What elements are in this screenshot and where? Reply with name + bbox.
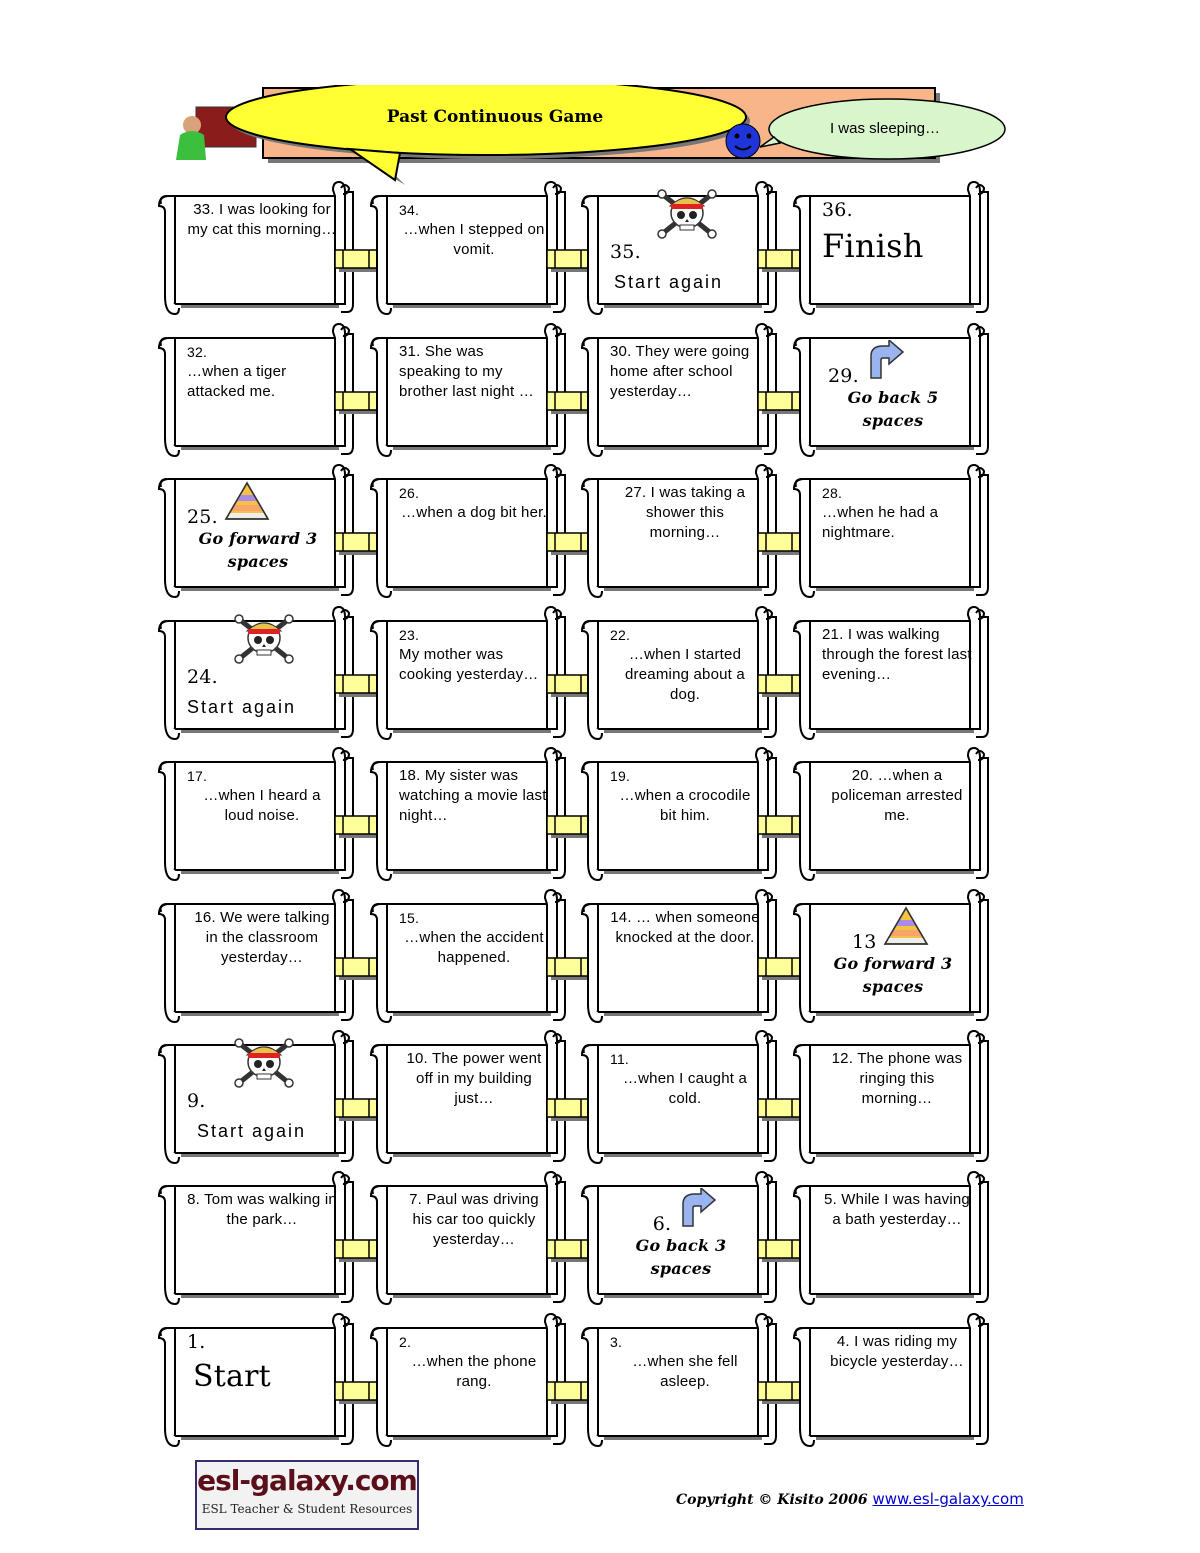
square-content — [610, 200, 760, 300]
square-content — [399, 1190, 549, 1290]
board-square-28[interactable] — [792, 461, 992, 606]
board-square-13[interactable] — [792, 886, 992, 1031]
start-again-label: Start again — [614, 272, 724, 292]
square-content — [822, 766, 972, 866]
board-square-19[interactable] — [580, 744, 780, 889]
square-content — [610, 625, 760, 725]
square-text: 7. Paul was driving his car too quickly yesterday… — [409, 1191, 539, 1248]
board-square-10[interactable] — [369, 1027, 569, 1172]
finish-label: Finish — [822, 227, 924, 265]
square-text: 8. Tom was walking in the park… — [187, 1191, 337, 1228]
skull-icon — [233, 613, 295, 665]
board-square-2[interactable] — [369, 1310, 569, 1455]
square-number: 11. — [610, 1051, 630, 1067]
go-forward-label: Go forward 3 spaces — [833, 954, 953, 996]
square-number: 15. — [399, 910, 420, 926]
board-square-21[interactable] — [792, 603, 992, 748]
square-text: 31. She was speaking to my brother last night … — [399, 343, 534, 400]
square-text: …when I started dreaming about a dog. — [625, 646, 745, 703]
game-title: Past Continuous Game — [386, 107, 604, 127]
back-arrow-icon — [677, 1188, 717, 1228]
square-content — [610, 1332, 760, 1432]
square-content — [610, 1190, 760, 1290]
square-number: 28. — [822, 485, 843, 501]
board-square-18[interactable] — [369, 744, 569, 889]
square-header — [187, 483, 337, 527]
square-text: 21. I was walking through the forest last evening… — [822, 626, 972, 683]
square-number: 6. — [652, 1213, 672, 1235]
speech-bubble-text: I was sleeping… — [829, 120, 941, 137]
square-number: 24. — [187, 666, 218, 688]
website-link[interactable]: www.esl-galaxy.com — [872, 1490, 1024, 1508]
square-text: …when the phone rang. — [411, 1353, 537, 1390]
square-number: 23. — [399, 627, 420, 643]
square-text: …when the accident happened. — [404, 929, 544, 966]
square-number: 29. — [828, 365, 859, 387]
square-content — [822, 483, 972, 583]
skull-icon-wrap — [656, 188, 718, 246]
square-number: 13 — [852, 931, 877, 953]
board-square-11[interactable] — [580, 1027, 780, 1172]
board-square-14[interactable] — [580, 886, 780, 1031]
square-content — [187, 908, 337, 1008]
square-text: 10. The power went off in my building just… — [406, 1050, 542, 1107]
skull-icon — [656, 188, 718, 240]
square-number: 32. — [187, 344, 208, 360]
square-content — [187, 483, 337, 583]
square-content — [399, 200, 549, 300]
square-number: 26. — [399, 485, 420, 501]
copyright-text: Copyright © Kisito 2006 — [676, 1492, 868, 1508]
square-header — [822, 908, 972, 952]
square-text: 14. … when someone knocked at the door. — [610, 909, 760, 946]
square-content — [822, 200, 972, 300]
square-content — [610, 483, 760, 583]
square-content — [822, 1049, 972, 1149]
board-square-1[interactable] — [157, 1310, 357, 1455]
square-header — [610, 1190, 760, 1234]
board-square-30[interactable] — [580, 320, 780, 465]
board-square-4[interactable] — [792, 1310, 992, 1455]
square-text: 4. I was riding my bicycle yesterday… — [830, 1333, 964, 1370]
esl-galaxy-logo — [195, 1460, 419, 1530]
pyramid-icon-wrap — [883, 906, 929, 952]
board-square-36[interactable] — [792, 178, 992, 323]
board-square-29[interactable] — [792, 320, 992, 465]
square-number: 9. — [187, 1090, 206, 1112]
pyramid-icon — [224, 481, 270, 521]
square-text: …when I caught a cold. — [622, 1070, 748, 1107]
square-text: …when I heard a loud noise. — [203, 787, 321, 824]
board-square-15[interactable] — [369, 886, 569, 1031]
square-content — [399, 1332, 549, 1432]
square-content — [399, 1049, 549, 1149]
square-text: 33. I was looking for my cat this morning… — [187, 201, 337, 238]
square-text: 5. While I was having a bath yesterday… — [824, 1191, 970, 1228]
board-square-16[interactable] — [157, 886, 357, 1031]
board-square-23[interactable] — [369, 603, 569, 748]
board-square-5[interactable] — [792, 1168, 992, 1313]
square-content — [399, 342, 549, 442]
square-content — [399, 625, 549, 725]
board-square-7[interactable] — [369, 1168, 569, 1313]
start-again-label: Start again — [187, 697, 297, 717]
copyright — [676, 1490, 1024, 1508]
square-text: 18. My sister was watching a movie last night… — [399, 767, 547, 824]
square-content — [822, 1332, 972, 1432]
back-arrow-icon-wrap — [865, 340, 905, 386]
board-square-24[interactable] — [157, 603, 357, 748]
board-square-26[interactable] — [369, 461, 569, 606]
square-content — [187, 200, 337, 300]
square-content — [187, 1332, 337, 1432]
go-back-label: Go back 5 spaces — [847, 388, 939, 430]
square-content — [399, 908, 549, 1008]
square-content — [399, 483, 549, 583]
board-square-9[interactable] — [157, 1027, 357, 1172]
board-square-31[interactable] — [369, 320, 569, 465]
board-square-32[interactable] — [157, 320, 357, 465]
square-text: 12. The phone was ringing this morning… — [831, 1050, 963, 1107]
square-content — [822, 908, 972, 1008]
square-text: 20. …when a policeman arrested me. — [831, 767, 963, 824]
square-content — [610, 1049, 760, 1149]
square-content — [187, 766, 337, 866]
square-number: 22. — [610, 627, 631, 643]
pyramid-icon-wrap — [224, 481, 270, 527]
back-arrow-icon — [865, 340, 905, 380]
square-content — [610, 766, 760, 866]
square-content — [187, 625, 337, 725]
board-square-34[interactable] — [369, 178, 569, 323]
board-square-33[interactable] — [157, 178, 357, 323]
board-square-12[interactable] — [792, 1027, 992, 1172]
square-content — [610, 908, 760, 1008]
square-header — [822, 342, 972, 386]
square-text: 16. We were talking in the classroom yesterday… — [194, 909, 330, 966]
go-back-label: Go back 3 spaces — [635, 1236, 727, 1278]
logo-subtitle: ESL Teacher & Student Resources — [201, 1502, 413, 1516]
square-number: 3. — [610, 1334, 623, 1350]
board-square-22[interactable] — [580, 603, 780, 748]
square-content — [822, 1190, 972, 1290]
square-number: 19. — [610, 768, 631, 784]
pyramid-icon — [883, 906, 929, 946]
square-content — [399, 766, 549, 866]
square-text: …when he had a nightmare. — [822, 504, 939, 541]
back-arrow-icon-wrap — [677, 1188, 717, 1234]
square-text: …when a dog bit her. — [401, 504, 547, 521]
square-number: 2. — [399, 1334, 412, 1350]
skull-icon-wrap — [233, 613, 295, 671]
board-square-35[interactable] — [580, 178, 780, 323]
board-square-27[interactable] — [580, 461, 780, 606]
square-text: 27. I was taking a shower this morning… — [624, 484, 746, 541]
square-text: …when she fell asleep. — [632, 1353, 738, 1390]
square-content — [822, 625, 972, 725]
board-square-20[interactable] — [792, 744, 992, 889]
go-forward-label: Go forward 3 spaces — [198, 529, 318, 571]
square-number: 25. — [187, 506, 218, 528]
square-number: 36. — [822, 199, 853, 221]
square-number: 17. — [187, 768, 208, 784]
skull-icon — [233, 1037, 295, 1089]
board-square-8[interactable] — [157, 1168, 357, 1313]
square-text: 30. They were going home after school yesterday… — [610, 343, 750, 400]
board-square-3[interactable] — [580, 1310, 780, 1455]
start-again-label: Start again — [197, 1121, 307, 1141]
logo-text: esl-galaxy.com — [197, 1464, 417, 1497]
square-text: …when I stepped on vomit. — [403, 221, 545, 258]
square-content — [187, 1049, 337, 1149]
square-text: …when a crocodile bit him. — [619, 787, 751, 824]
start-label: Start — [193, 1359, 271, 1394]
square-number: 34. — [399, 202, 420, 218]
board-square-17[interactable] — [157, 744, 357, 889]
square-number: 35. — [610, 241, 641, 263]
board-square-25[interactable] — [157, 461, 357, 606]
square-content — [187, 1190, 337, 1290]
square-content — [610, 342, 760, 442]
square-content — [822, 342, 972, 442]
board-square-6[interactable] — [580, 1168, 780, 1313]
square-text: My mother was cooking yesterday… — [399, 646, 539, 683]
skull-icon-wrap — [233, 1037, 295, 1095]
square-number: 1. — [187, 1331, 206, 1353]
square-text: …when a tiger attacked me. — [187, 363, 287, 400]
square-content — [187, 342, 337, 442]
